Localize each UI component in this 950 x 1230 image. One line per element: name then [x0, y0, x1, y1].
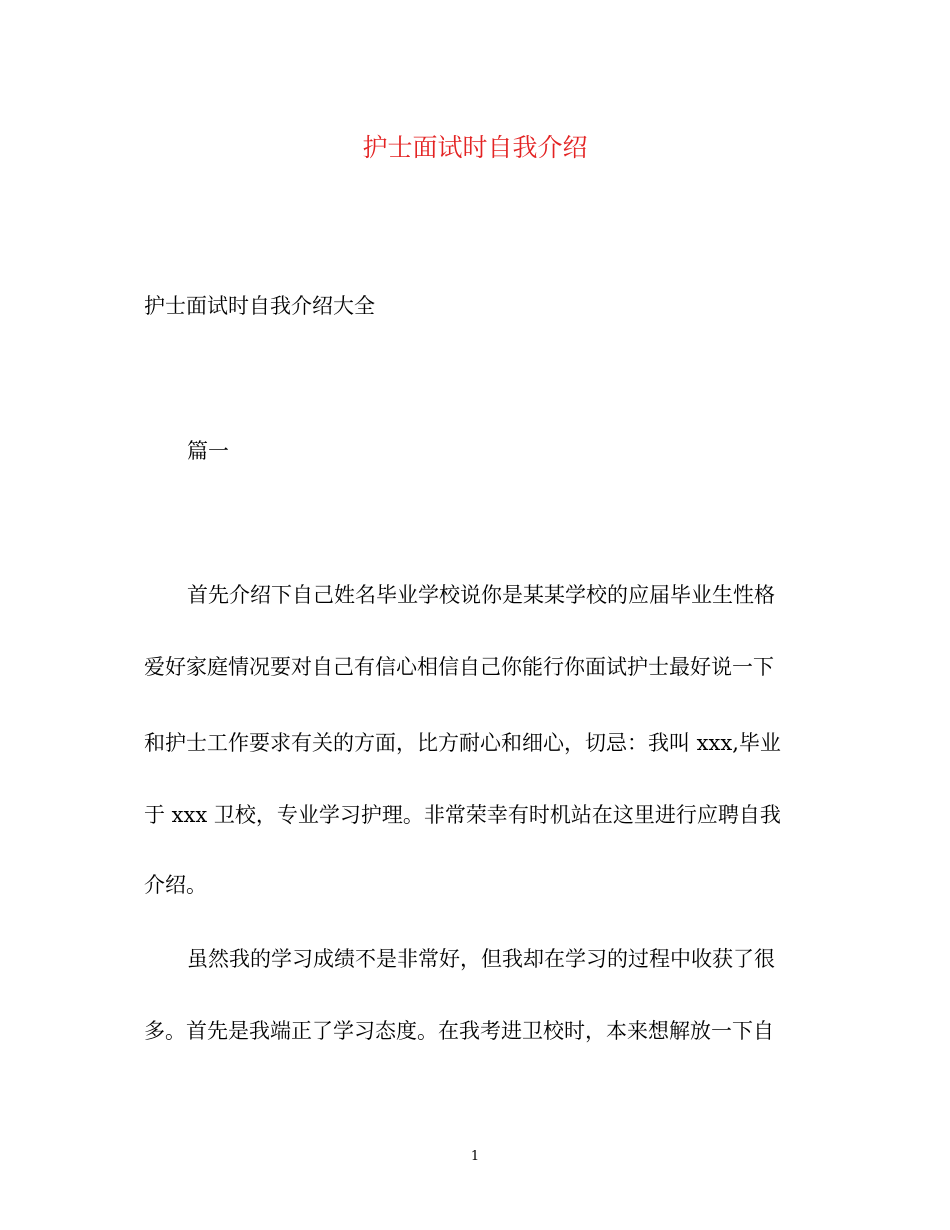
body-line: 介绍。 — [144, 873, 207, 897]
body-line: 首先介绍下自己姓名毕业学校说你是某某学校的应届毕业生性格 — [187, 583, 775, 607]
body-line: 和护士工作要求有关的方面，比方耐心和细心，切忌：我叫 xxx,毕业 — [144, 731, 781, 755]
body-line: 爱好家庭情况要对自己有信心相信自己你能行你面试护士最好说一下 — [144, 655, 774, 679]
section-heading: 篇一 — [187, 439, 229, 463]
page-number: 1 — [470, 1149, 480, 1164]
body-line: 于 xxx 卫校，专业学习护理。非常荣幸有时机站在这里进行应聘自我 — [144, 803, 781, 827]
document-title: 护士面试时自我介绍 — [362, 133, 588, 162]
body-line: 多。首先是我端正了学习态度。在我考进卫校时，本来想解放一下自 — [144, 1019, 774, 1043]
document-subtitle: 护士面试时自我介绍大全 — [144, 294, 375, 318]
body-line: 虽然我的学习成绩不是非常好，但我却在学习的过程中收获了很 — [187, 947, 775, 971]
